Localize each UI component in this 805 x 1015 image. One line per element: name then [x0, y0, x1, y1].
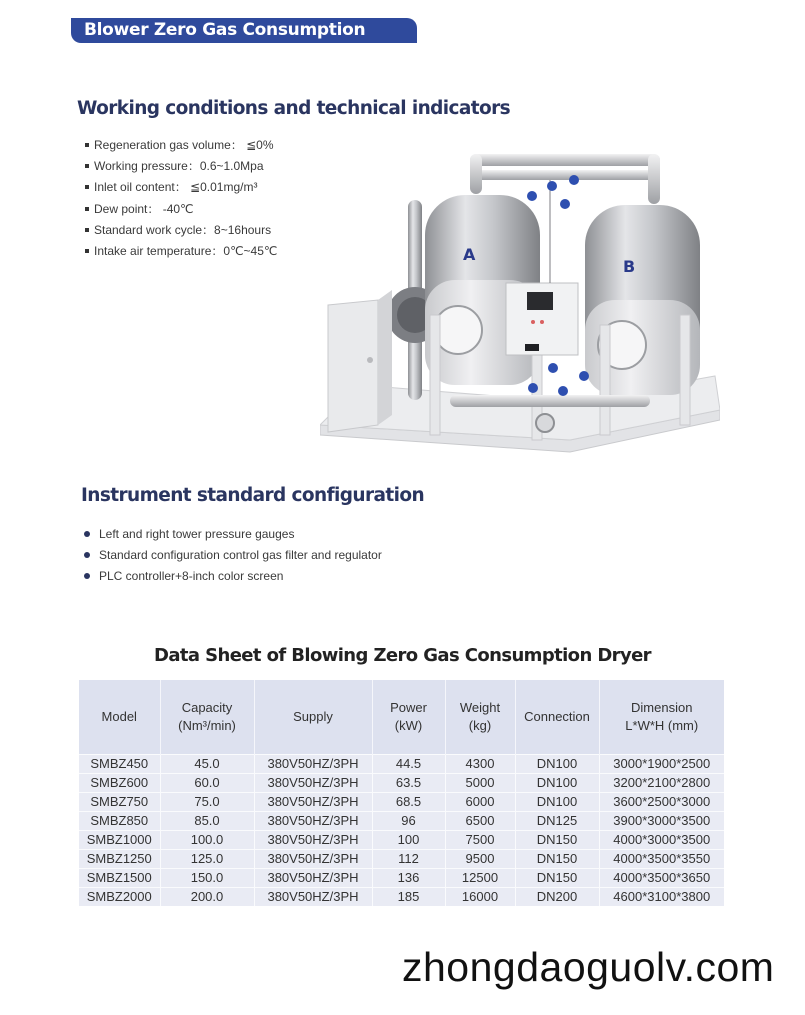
- tower-a-label: A: [463, 245, 476, 264]
- table-header-row: [79, 680, 724, 754]
- table-cell: 12500: [445, 868, 515, 887]
- table-row: [79, 811, 724, 830]
- column-header: [79, 680, 160, 754]
- working-conditions-list: [85, 134, 277, 262]
- table-cell: 380V50HZ/3PH: [254, 887, 372, 906]
- table-body: [79, 754, 724, 906]
- table-cell: 3000*1900*2500: [599, 754, 724, 773]
- bullet-icon: [84, 552, 90, 558]
- square-bullet-icon: [85, 228, 89, 232]
- column-header: [254, 680, 372, 754]
- spec-item: Dew point： -40℃: [85, 198, 277, 219]
- table-cell: 4600*3100*3800: [599, 887, 724, 906]
- column-header-line: Dimension: [631, 699, 693, 715]
- control-screen: [527, 292, 553, 310]
- table-row: [79, 868, 724, 887]
- table-cell: DN100: [515, 773, 599, 792]
- column-header-line: (kg): [468, 717, 492, 733]
- square-bullet-icon: [85, 207, 89, 211]
- table-cell: 100.0: [160, 830, 254, 849]
- column-header: [445, 680, 515, 754]
- spec-item: Intake air temperature：0℃~45℃: [85, 240, 277, 261]
- cabinet-door: [328, 300, 378, 432]
- table-cell: 100: [372, 830, 445, 849]
- column-header: [372, 680, 445, 754]
- column-header-line: L*W*H (mm): [625, 717, 699, 733]
- table-cell: 3900*3000*3500: [599, 811, 724, 830]
- table-cell: 7500: [445, 830, 515, 849]
- table-cell: 112: [372, 849, 445, 868]
- valve-icon: [560, 199, 570, 209]
- table-cell: 3200*2100*2800: [599, 773, 724, 792]
- table-cell: 9500: [445, 849, 515, 868]
- valve-icon: [579, 371, 589, 381]
- table-cell: 44.5: [372, 754, 445, 773]
- column-header-line: Connection: [524, 708, 590, 724]
- table-cell: 380V50HZ/3PH: [254, 830, 372, 849]
- table-cell: 380V50HZ/3PH: [254, 792, 372, 811]
- table-row: [79, 849, 724, 868]
- table-cell: 4000*3500*3650: [599, 868, 724, 887]
- spec-item: Standard work cycle：8~16hours: [85, 219, 277, 240]
- table-cell: 75.0: [160, 792, 254, 811]
- table-cell: 6000: [445, 792, 515, 811]
- column-header: [515, 680, 599, 754]
- table-cell: 63.5: [372, 773, 445, 792]
- table-cell: 3600*2500*3000: [599, 792, 724, 811]
- table-row: [79, 792, 724, 811]
- manhole-a: [434, 306, 482, 354]
- table-cell: DN200: [515, 887, 599, 906]
- table-cell: DN125: [515, 811, 599, 830]
- data-sheet-title: Data Sheet of Blowing Zero Gas Consumption Dryer: [154, 645, 651, 666]
- product-image: [320, 140, 720, 476]
- table-cell: 185: [372, 887, 445, 906]
- table-cell: 4300: [445, 754, 515, 773]
- table-cell: SMBZ1250: [79, 849, 160, 868]
- valve-icon: [547, 181, 557, 191]
- table-cell: 5000: [445, 773, 515, 792]
- valve-icon: [527, 191, 537, 201]
- table-cell: 60.0: [160, 773, 254, 792]
- column-header-line: Power: [390, 699, 427, 715]
- table-cell: 380V50HZ/3PH: [254, 811, 372, 830]
- watermark: zhongdaoguolv.com: [402, 944, 775, 990]
- table-cell: 380V50HZ/3PH: [254, 773, 372, 792]
- bullet-icon: [84, 531, 90, 537]
- spec-item: Inlet oil content： ≦0.01mg/m³: [85, 177, 277, 198]
- table-cell: 4000*3000*3500: [599, 830, 724, 849]
- bullet-icon: [84, 573, 90, 579]
- table-cell: 125.0: [160, 849, 254, 868]
- table-cell: 380V50HZ/3PH: [254, 849, 372, 868]
- valve-icon: [528, 383, 538, 393]
- column-header-line: (Nm³/min): [178, 717, 236, 733]
- working-conditions-title: Working conditions and technical indicators: [77, 98, 511, 119]
- table-cell: 6500: [445, 811, 515, 830]
- column-header-line: Weight: [459, 699, 501, 715]
- spec-item: Working pressure：0.6~1.0Mpa: [85, 155, 277, 176]
- table-cell: 45.0: [160, 754, 254, 773]
- square-bullet-icon: [85, 164, 89, 168]
- table-cell: 380V50HZ/3PH: [254, 754, 372, 773]
- table-cell: DN150: [515, 868, 599, 887]
- table-cell: 16000: [445, 887, 515, 906]
- square-bullet-icon: [85, 185, 89, 189]
- table-cell: SMBZ450: [79, 754, 160, 773]
- table-cell: DN100: [515, 754, 599, 773]
- table-cell: 85.0: [160, 811, 254, 830]
- table-cell: SMBZ1500: [79, 868, 160, 887]
- table-cell: SMBZ600: [79, 773, 160, 792]
- table-cell: 150.0: [160, 868, 254, 887]
- tower-b-label: B: [623, 257, 636, 276]
- table-row: [79, 754, 724, 773]
- table-cell: DN150: [515, 830, 599, 849]
- table-cell: 380V50HZ/3PH: [254, 868, 372, 887]
- table-cell: SMBZ2000: [79, 887, 160, 906]
- valve-icon: [548, 363, 558, 373]
- table-row: [79, 830, 724, 849]
- column-header-line: Supply: [293, 708, 333, 724]
- column-header-line: Capacity: [181, 699, 233, 715]
- square-bullet-icon: [85, 249, 89, 253]
- table-cell: SMBZ850: [79, 811, 160, 830]
- config-item: Standard configuration control gas filter and regulator: [84, 544, 382, 565]
- column-header-line: (kW): [394, 717, 423, 733]
- column-header: [599, 680, 724, 754]
- valve-icon: [558, 386, 568, 396]
- square-bullet-icon: [85, 143, 89, 147]
- table-row: [79, 887, 724, 906]
- table-cell: DN150: [515, 849, 599, 868]
- table-cell: DN100: [515, 792, 599, 811]
- column-header-line: Model: [101, 708, 137, 724]
- instrument-config-list: [84, 523, 382, 587]
- table-cell: 68.5: [372, 792, 445, 811]
- table-cell: 200.0: [160, 887, 254, 906]
- valve-icon: [569, 175, 579, 185]
- table-cell: 136: [372, 868, 445, 887]
- table-cell: 96: [372, 811, 445, 830]
- config-item: Left and right tower pressure gauges: [84, 523, 382, 544]
- page-banner: Blower Zero Gas Consumption Dryer: [71, 18, 417, 43]
- column-header: [160, 680, 254, 754]
- table-cell: SMBZ1000: [79, 830, 160, 849]
- table-cell: SMBZ750: [79, 792, 160, 811]
- data-sheet-table: [79, 680, 724, 906]
- spec-item: Regeneration gas volume： ≦0%: [85, 134, 277, 155]
- table-row: [79, 773, 724, 792]
- top-pipe: [470, 154, 660, 166]
- config-item: PLC controller+8-inch color screen: [84, 566, 382, 587]
- instrument-config-title: Instrument standard configuration: [81, 485, 425, 506]
- table-cell: 4000*3500*3550: [599, 849, 724, 868]
